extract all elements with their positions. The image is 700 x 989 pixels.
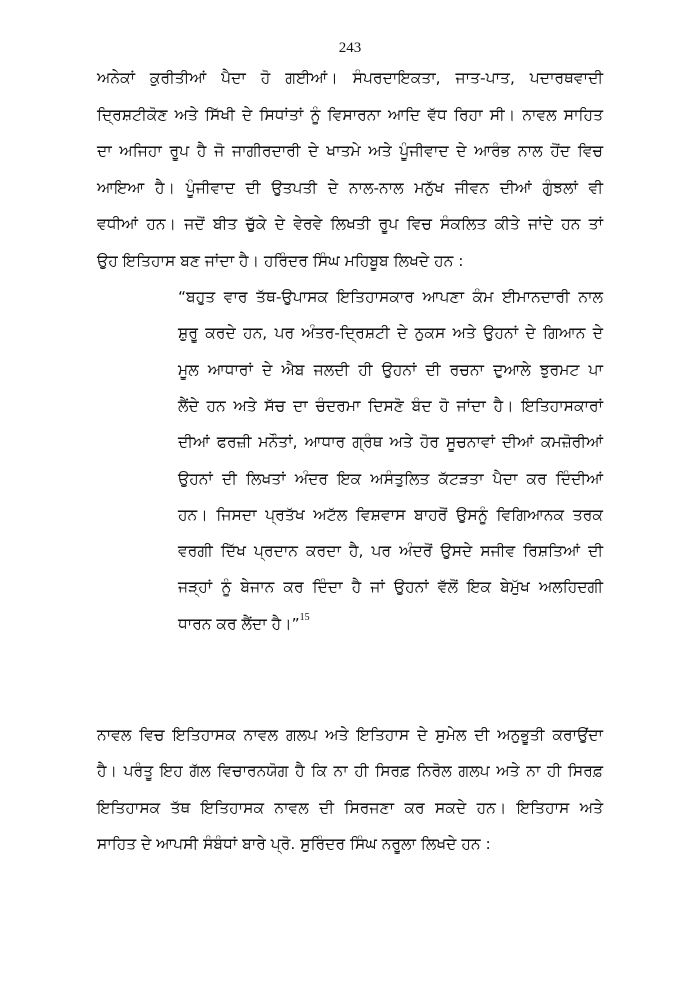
block-quote-line bbox=[178, 321, 603, 345]
line-text: ਆਇਆ ਹੈ। ਪੂੰਜੀਵਾਦ ਦੀ ਉਤਪਤੀ ਦੇ ਨਾਲ-ਨਾਲ ਮਨੁੱਖ ਜੀਵਨ ਦੀਆਂ ਗੁੰਝਲਾਂ ਵੀ bbox=[97, 178, 603, 197]
paragraph-line bbox=[97, 176, 603, 200]
block-quote-line bbox=[178, 358, 603, 382]
footnote-reference: 15 bbox=[299, 611, 310, 623]
line-text: ਦਾ ਅਜਿਹਾ ਰੂਪ ਹੈ ਜੋ ਜਾਗੀਰਦਾਰੀ ਦੇ ਖਾਤਮੇ ਅਤੇ ਪੂੰਜੀਵਾਦ ਦੇ ਆਰੰਭ ਨਾਲ ਹੋਂਦ ਵਿਚ bbox=[97, 142, 603, 161]
block-quote-line bbox=[178, 612, 603, 636]
line-text: “ਬਹੁਤ ਵਾਰ ਤੱਥ-ਉਪਾਸਕ ਇਤਿਹਾਸਕਾਰ ਆਪਣਾ ਕੰਮ ਈਮਾਨਦਾਰੀ ਨਾਲ bbox=[178, 288, 603, 306]
line-text: ਅਨੇਕਾਂ ਕੁਰੀਤੀਆਂ ਪੈਦਾ ਹੋ ਗਈਆਂ। ਸੰਪਰਦਾਇਕਤਾ, ਜਾਤ-ਪਾਤ, ਪਦਾਰਥਵਾਦੀ bbox=[97, 69, 603, 87]
line-text: ਵਰਗੀ ਦਿੱਖ ਪ੍ਰਦਾਨ ਕਰਦਾ ਹੈ, ਪਰ ਅੰਦਰੋਂ ਉਸਦੇ ਸਜੀਵ ਰਿਸ਼ਤਿਆਂ ਦੀ bbox=[178, 542, 603, 561]
line-text: ਧਾਰਨ ਕਰ ਲੈਂਦਾ ਹੈ।” bbox=[178, 614, 300, 633]
line-text: ਵਧੀਆਂ ਹਨ। ਜਦੋਂ ਬੀਤ ਚੁੱਕੇ ਦੇ ਵੇਰਵੇ ਲਿਖਤੀ ਰੂਪ ਵਿਚ ਸੰਕਲਿਤ ਕੀਤੇ ਜਾਂਦੇ ਹਨ ਤਾਂ bbox=[97, 215, 603, 234]
line-text: ਉਹਨਾਂ ਦੀ ਲਿਖਤਾਂ ਅੰਦਰ ਇਕ ਅਸੰਤੁਲਿਤ ਕੱਟੜਤਾ ਪੈਦਾ ਕਰ ਦਿੰਦੀਆਂ bbox=[178, 469, 603, 488]
paragraph-line bbox=[97, 796, 603, 820]
paragraph-line bbox=[97, 723, 603, 747]
line-text: ਜੜ੍ਹਾਂ ਨੂੰ ਬੇਜਾਨ ਕਰ ਦਿੰਦਾ ਹੈ ਜਾਂ ਉਹਨਾਂ ਵੱਲੋਂ ਇਕ ਬੇਮੁੱਖ ਅਲਹਿਦਗੀ bbox=[178, 578, 603, 597]
block-quote-line bbox=[178, 430, 603, 454]
line-text: ਦ੍ਰਿਸ਼ਟੀਕੋਣ ਅਤੇ ਸਿੱਖੀ ਦੇ ਸਿਧਾਂਤਾਂ ਨੂੰ ਵਿਸਾਰਨਾ ਆਦਿ ਵੱਧ ਰਿਹਾ ਸੀ। ਨਾਵਲ ਸਾਹਿਤ bbox=[97, 105, 603, 124]
line-text: ਉਹ ਇਤਿਹਾਸ ਬਣ ਜਾਂਦਾ ਹੈ। ਹਰਿੰਦਰ ਸਿੰਘ ਮਹਿਬੂਬ ਲਿਖਦੇ ਹਨ : bbox=[97, 252, 464, 270]
paragraph-line bbox=[97, 212, 603, 236]
block-quote-line bbox=[178, 503, 603, 527]
paragraph-line bbox=[97, 139, 603, 163]
block-quote-line bbox=[178, 575, 603, 599]
block-quote-line bbox=[178, 285, 603, 309]
paragraph-line bbox=[97, 759, 603, 783]
line-text: ਨਾਵਲ ਵਿਚ ਇਤਿਹਾਸਕ ਨਾਵਲ ਗਲਪ ਅਤੇ ਇਤਿਹਾਸ ਦੇ ਸੁਮੇਲ ਦੀ ਅਨੁਭੂਤੀ ਕਰਾਉਂਦਾ bbox=[97, 726, 603, 744]
line-text: ਹਨ। ਜਿਸਦਾ ਪ੍ਰਤੱਖ ਅਟੱਲ ਵਿਸ਼ਵਾਸ ਬਾਹਰੋਂ ਉਸਨੂੰ ਵਿਗਿਆਨਕ ਤਰਕ bbox=[178, 505, 603, 524]
paragraph-line bbox=[97, 249, 603, 273]
line-text: ਸ਼ੁਰੂ ਕਰਦੇ ਹਨ, ਪਰ ਅੰਤਰ-ਦ੍ਰਿਸ਼ਟੀ ਦੇ ਨੁਕਸ ਅਤੇ ਉਹਨਾਂ ਦੇ ਗਿਆਨ ਦੇ bbox=[178, 324, 603, 343]
line-text: ਲੈਂਦੇ ਹਨ ਅਤੇ ਸੱਚ ਦਾ ਚੰਦਰਮਾ ਦਿਸਣੋ ਬੰਦ ਹੋ ਜਾਂਦਾ ਹੈ। ਇਤਿਹਾਸਕਾਰਾਂ bbox=[178, 396, 603, 415]
paragraph-line bbox=[97, 66, 603, 90]
block-quote-line bbox=[178, 394, 603, 418]
line-text: ਮੂਲ ਆਧਾਰਾਂ ਦੇ ਐਬ ਜਲਦੀ ਹੀ ਉਹਨਾਂ ਦੀ ਰਚਨਾ ਦੁਆਲੇ ਝੁਰਮਟ ਪਾ bbox=[178, 360, 603, 379]
line-text: ਇਤਿਹਾਸਕ ਤੱਥ ਇਤਿਹਾਸਕ ਨਾਵਲ ਦੀ ਸਿਰਜਣਾ ਕਰ ਸਕਦੇ ਹਨ। ਇਤਿਹਾਸ ਅਤੇ bbox=[97, 798, 603, 817]
block-quote-line bbox=[178, 539, 603, 563]
paragraph-line bbox=[97, 832, 603, 856]
line-text: ਹੈ। ਪਰੰਤੂ ਇਹ ਗੱਲ ਵਿਚਾਰਨਯੋਗ ਹੈ ਕਿ ਨਾ ਹੀ ਸਿਰਫ਼ ਨਿਰੋਲ ਗਲਪ ਅਤੇ ਨਾ ਹੀ ਸਿਰਫ਼ bbox=[97, 762, 603, 781]
page-number: 243 bbox=[338, 40, 362, 56]
line-text: ਸਾਹਿਤ ਦੇ ਆਪਸੀ ਸੰਬੰਧਾਂ ਬਾਰੇ ਪ੍ਰੋ. ਸੁਰਿੰਦਰ ਸਿੰਘ ਨਰੂਲਾ ਲਿਖਦੇ ਹਨ : bbox=[97, 835, 491, 854]
block-quote-line bbox=[178, 467, 603, 491]
line-text: ਦੀਆਂ ਫਰਜ਼ੀ ਮਨੌਤਾਂ, ਆਧਾਰ ਗ੍ਰੰਥ ਅਤੇ ਹੋਰ ਸੂਚਨਾਵਾਂ ਦੀਆਂ ਕਮਜ਼ੋਰੀਆਂ bbox=[178, 433, 603, 452]
paragraph-line bbox=[97, 103, 603, 127]
